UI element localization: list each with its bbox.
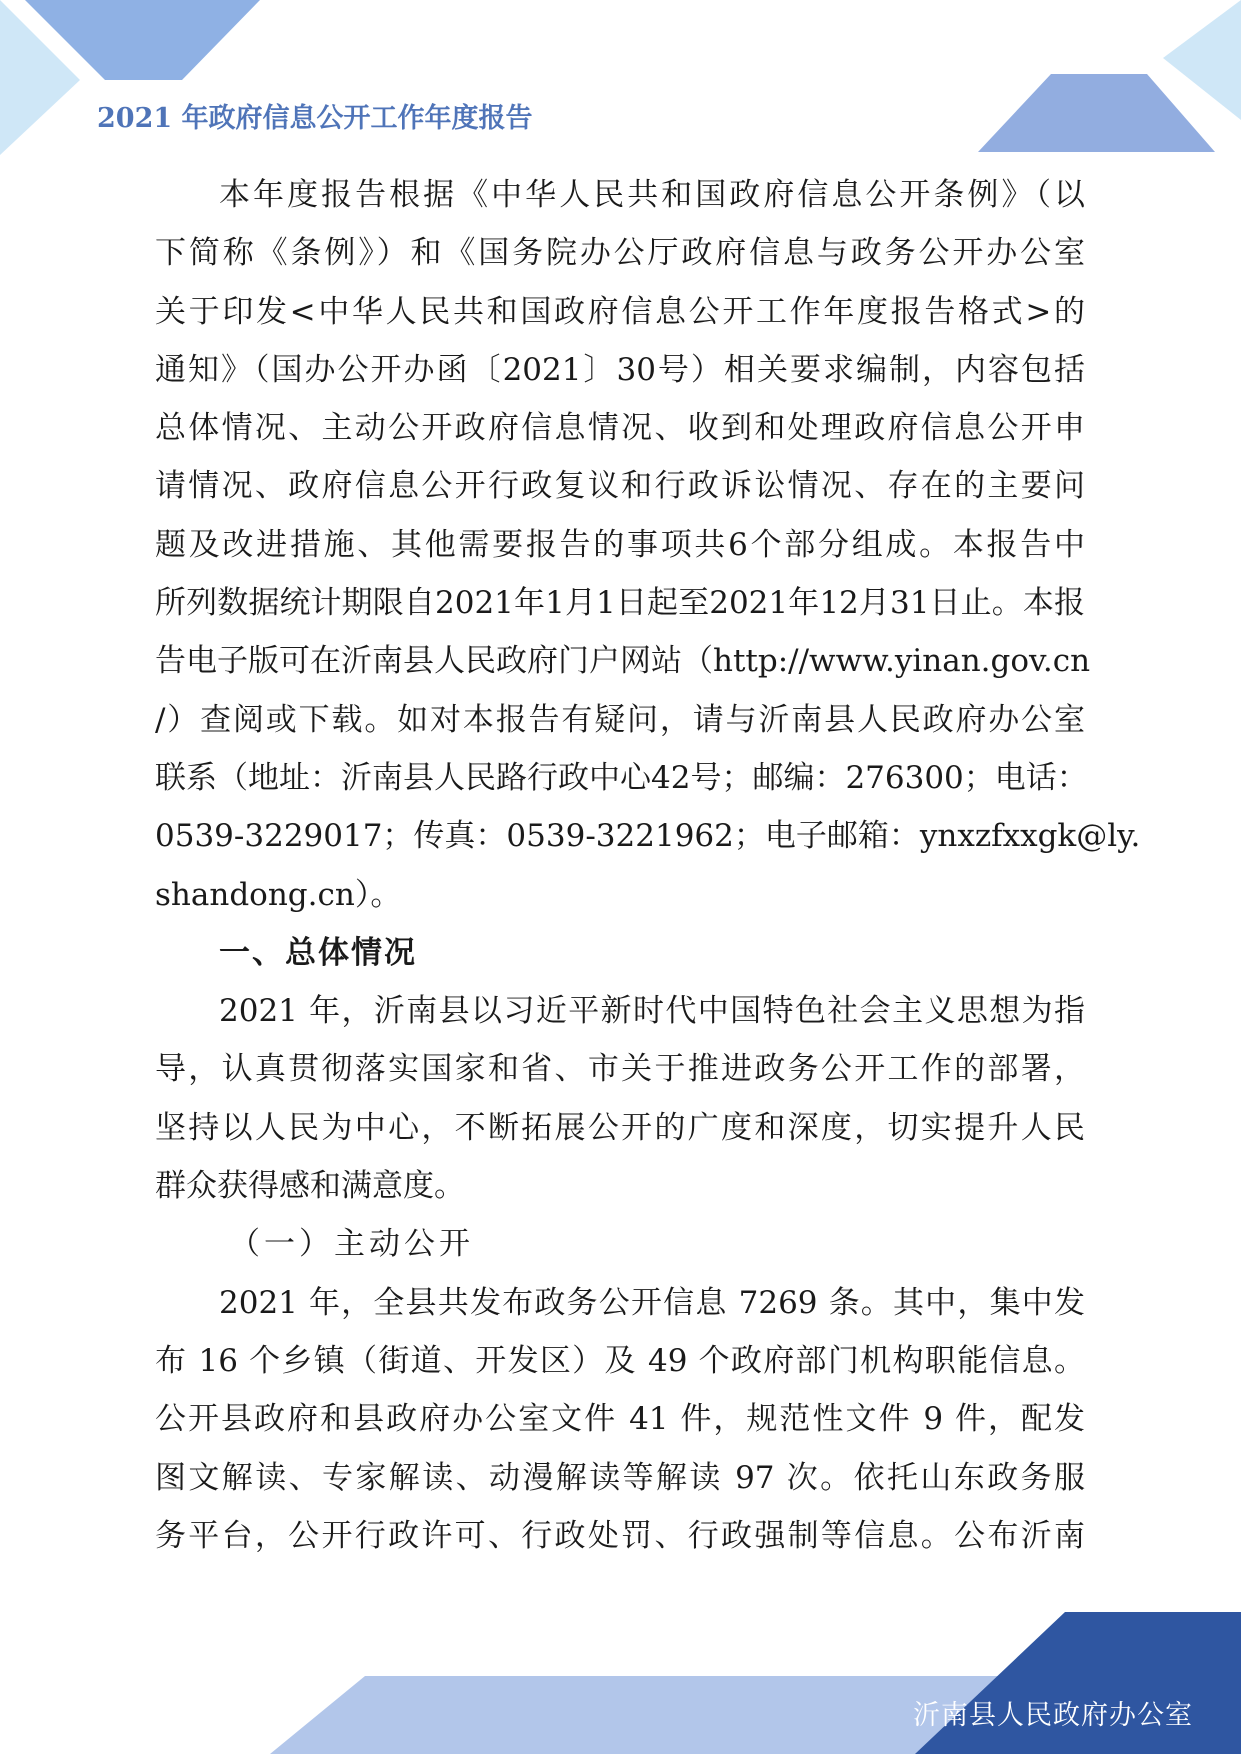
intro-paragraph	[155, 166, 1141, 924]
section1-paragraph	[155, 982, 1085, 1215]
text-line: 通知》（国办公开办函〔2021〕30号）相关要求编制，内容包括	[155, 351, 1085, 388]
text-line: shandong.cn）。	[155, 876, 402, 913]
text-line: 公开县政府和县政府办公室文件 41 件，规范性文件 9 件，配发	[155, 1401, 1085, 1438]
text-line: 联系（地址：沂南县人民路行政中心42号；邮编：276300；电话：	[155, 759, 1088, 796]
text-line: 2021 年，沂南县以习近平新时代中国特色社会主义思想为指	[219, 993, 1085, 1030]
report-body	[155, 166, 1141, 1565]
text-line: 群众获得感和满意度。	[155, 1168, 465, 1205]
subsection-heading: （一）主动公开	[229, 1226, 474, 1263]
text-line: 导，认真贯彻落实国家和省、市关于推进政务公开工作的部署，	[155, 1051, 1085, 1088]
section-heading: 一、总体情况	[219, 934, 417, 971]
text-line: 关于印发<中华人民共和国政府信息公开工作年度报告格式>的	[155, 293, 1085, 330]
text-line: /）查阅或下载。如对本报告有疑问，请与沂南县人民政府办公室	[155, 701, 1085, 738]
text-line: 所列数据统计期限自2021年1月1日起至2021年12月31日止。本报	[155, 585, 1085, 622]
text-line: 0539-3229017；传真：0539-3221962；电子邮箱：ynxzfxxgk@ly.	[155, 818, 1141, 855]
footer-organization: 沂南县人民政府办公室	[913, 1700, 1193, 1731]
text-line: 务平台，公开行政许可、行政处罚、行政强制等信息。公布沂南	[155, 1517, 1085, 1554]
text-line: 布 16 个乡镇（街道、开发区）及 49 个政府部门机构职能信息。	[155, 1342, 1085, 1379]
text-line: 下简称《条例》）和《国务院办公厅政府信息与政务公开办公室	[155, 235, 1085, 272]
text-line: 请情况、政府信息公开行政复议和行政诉讼情况、存在的主要问	[155, 468, 1085, 505]
text-line: 告电子版可在沂南县人民政府门户网站（http://www.yinan.gov.cn	[155, 643, 1091, 680]
top-right-cyan-triangle	[1163, 0, 1241, 120]
text-line: 题及改进措施、其他需要报告的事项共6个部分组成。本报告中	[155, 526, 1085, 563]
text-line: 总体情况、主动公开政府信息情况、收到和处理政府信息公开申	[155, 410, 1085, 447]
text-line: 2021 年，全县共发布政务公开信息 7269 条。其中，集中发	[219, 1284, 1085, 1321]
report-header-title: 2021 年政府信息公开工作年度报告	[97, 103, 533, 134]
text-line: 图文解读、专家解读、动漫解读等解读 97 次。依托山东政务服	[155, 1459, 1085, 1496]
text-line: 本年度报告根据《中华人民共和国政府信息公开条例》（以	[219, 177, 1085, 213]
text-line: 坚持以人民为中心，不断拓展公开的广度和深度，切实提升人民	[155, 1109, 1085, 1146]
top-right-blue-trapezoid	[978, 74, 1215, 152]
subsection1-paragraph	[155, 1274, 1085, 1565]
